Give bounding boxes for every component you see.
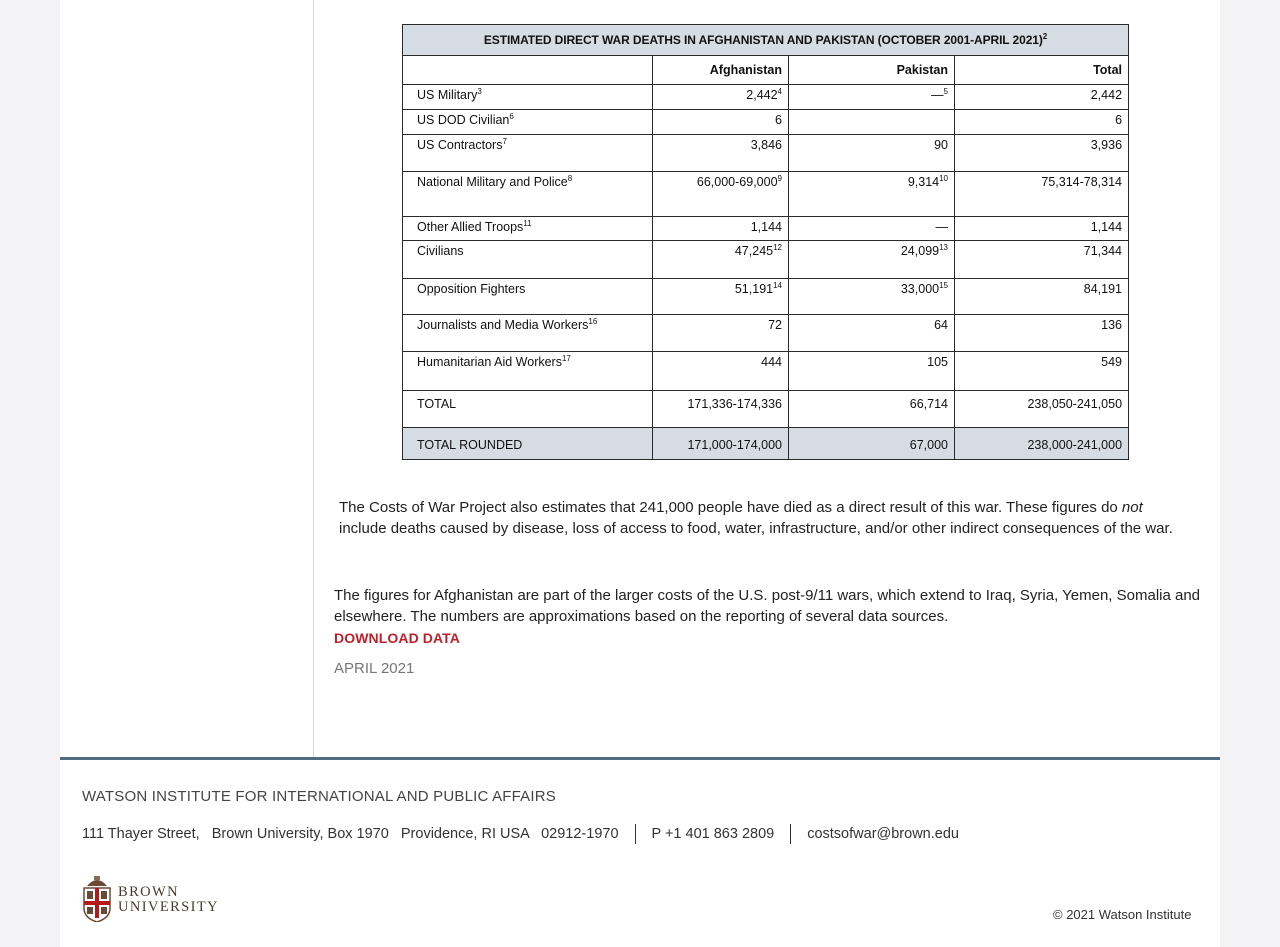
cell-pakistan: 9,314$^{10}$: [789, 172, 955, 217]
cell-total: 238,050-241,050: [955, 391, 1129, 428]
cell-total: 75,314-78,314: [955, 172, 1129, 217]
row-label: TOTAL: [403, 391, 653, 428]
cell-total: 3,936: [955, 135, 1129, 172]
row-label: US Military$^3$: [403, 85, 653, 110]
table-row: [403, 172, 1129, 217]
row-label: Humanitarian Aid Workers$^{17}$: [403, 352, 653, 391]
row-label: US DOD Civilian$^6$: [403, 110, 653, 135]
table-row: [403, 85, 1129, 110]
cell-afghanistan: 1,144: [653, 217, 789, 241]
cell-afghanistan: 3,846: [653, 135, 789, 172]
cell-afghanistan: 171,000-174,000: [653, 428, 789, 460]
brown-shield-icon: [82, 872, 112, 927]
table-row: [403, 279, 1129, 315]
brown-university-logo[interactable]: [82, 872, 219, 927]
table-row: [403, 315, 1129, 352]
logo-text-university: UNIVERSITY: [118, 898, 219, 915]
table-row: [403, 135, 1129, 172]
summary-paragraph: The Costs of War Project also estimates that 241,000 people have died as a direct result of this war. These figures do not include deaths caused by disease, loss of access to food, water, infrastructure, and/or other indirect consequences of the war.: [339, 499, 1173, 537]
cell-afghanistan: 51,191$^{14}$: [653, 279, 789, 315]
cell-total: 1,144: [955, 217, 1129, 241]
cell-total: 84,191: [955, 279, 1129, 315]
table-row: [403, 352, 1129, 391]
row-label: Journalists and Media Workers$^{16}$: [403, 315, 653, 352]
column-header-afghanistan: Afghanistan: [653, 56, 789, 85]
context-paragraph: The figures for Afghanistan are part of the larger costs of the U.S. post-9/11 wars, which extend to Iraq, Syria, Yemen, Somalia and elsewhere. The numbers are approximations based on the reporting of several data sources.: [334, 587, 1201, 625]
row-label: Other Allied Troops$^{11}$: [403, 217, 653, 241]
war-deaths-table: [402, 24, 1129, 460]
row-label: TOTAL ROUNDED: [403, 428, 653, 460]
sidebar-divider: [313, 0, 314, 757]
table-caption: ESTIMATED DIRECT WAR DEATHS IN AFGHANISTAN AND PAKISTAN (OCTOBER 2001-APRIL 2021)$^2$: [403, 25, 1129, 56]
cell-afghanistan: 72: [653, 315, 789, 352]
table-row: [403, 110, 1129, 135]
cell-afghanistan: 47,245$^{12}$: [653, 241, 789, 279]
cell-pakistan: 66,714: [789, 391, 955, 428]
logo-text-brown: BROWN: [118, 883, 179, 900]
cell-pakistan: [789, 110, 955, 135]
table-row: [403, 217, 1129, 241]
cell-total: 136: [955, 315, 1129, 352]
cell-pakistan: 90: [789, 135, 955, 172]
cell-pakistan: 33,000$^{15}$: [789, 279, 955, 315]
footer-institute-name: WATSON INSTITUTE FOR INTERNATIONAL AND PUBLIC AFFAIRS: [82, 788, 556, 805]
cell-afghanistan: 2,442$^4$: [653, 85, 789, 110]
cell-afghanistan: 66,000-69,000$^9$: [653, 172, 789, 217]
column-header-total: Total: [955, 56, 1129, 85]
cell-total: 549: [955, 352, 1129, 391]
footer-phone[interactable]: P +1 401 863 2809: [651, 826, 775, 842]
copyright-notice: © 2021 Watson Institute: [1053, 907, 1192, 922]
cell-afghanistan: 171,336-174,336: [653, 391, 789, 428]
cell-total: 6: [955, 110, 1129, 135]
cell-total: 71,344: [955, 241, 1129, 279]
cell-pakistan: 64: [789, 315, 955, 352]
column-header-blank: [403, 56, 653, 85]
cell-pakistan: —: [789, 217, 955, 241]
table-row: [403, 428, 1129, 460]
table-row: [403, 391, 1129, 428]
footer-email-link[interactable]: costsofwar@brown.edu: [807, 826, 959, 842]
row-label: Opposition Fighters: [403, 279, 653, 315]
publication-date: APRIL 2021: [334, 660, 415, 677]
cell-pakistan: —$^5$: [789, 85, 955, 110]
footer-separator: [635, 824, 636, 844]
row-label: Civilians: [403, 241, 653, 279]
table-row: [403, 241, 1129, 279]
cell-pakistan: 24,099$^{13}$: [789, 241, 955, 279]
brown-wordmark: [118, 885, 219, 915]
footer-divider: [60, 757, 1220, 760]
cell-total: 2,442: [955, 85, 1129, 110]
footer-separator: [790, 824, 791, 844]
cell-total: 238,000-241,000: [955, 428, 1129, 460]
footer-contact: [82, 823, 959, 845]
cell-pakistan: 105: [789, 352, 955, 391]
column-header-pakistan: Pakistan: [789, 56, 955, 85]
row-label: US Contractors$^7$: [403, 135, 653, 172]
cell-afghanistan: 444: [653, 352, 789, 391]
footer-address: 111 Thayer Street, Brown University, Box 1970 Providence, RI USA 02912-1970: [82, 826, 619, 842]
row-label: National Military and Police$^8$: [403, 172, 653, 217]
download-data-link[interactable]: DOWNLOAD DATA: [334, 630, 460, 646]
cell-pakistan: 67,000: [789, 428, 955, 460]
cell-afghanistan: 6: [653, 110, 789, 135]
